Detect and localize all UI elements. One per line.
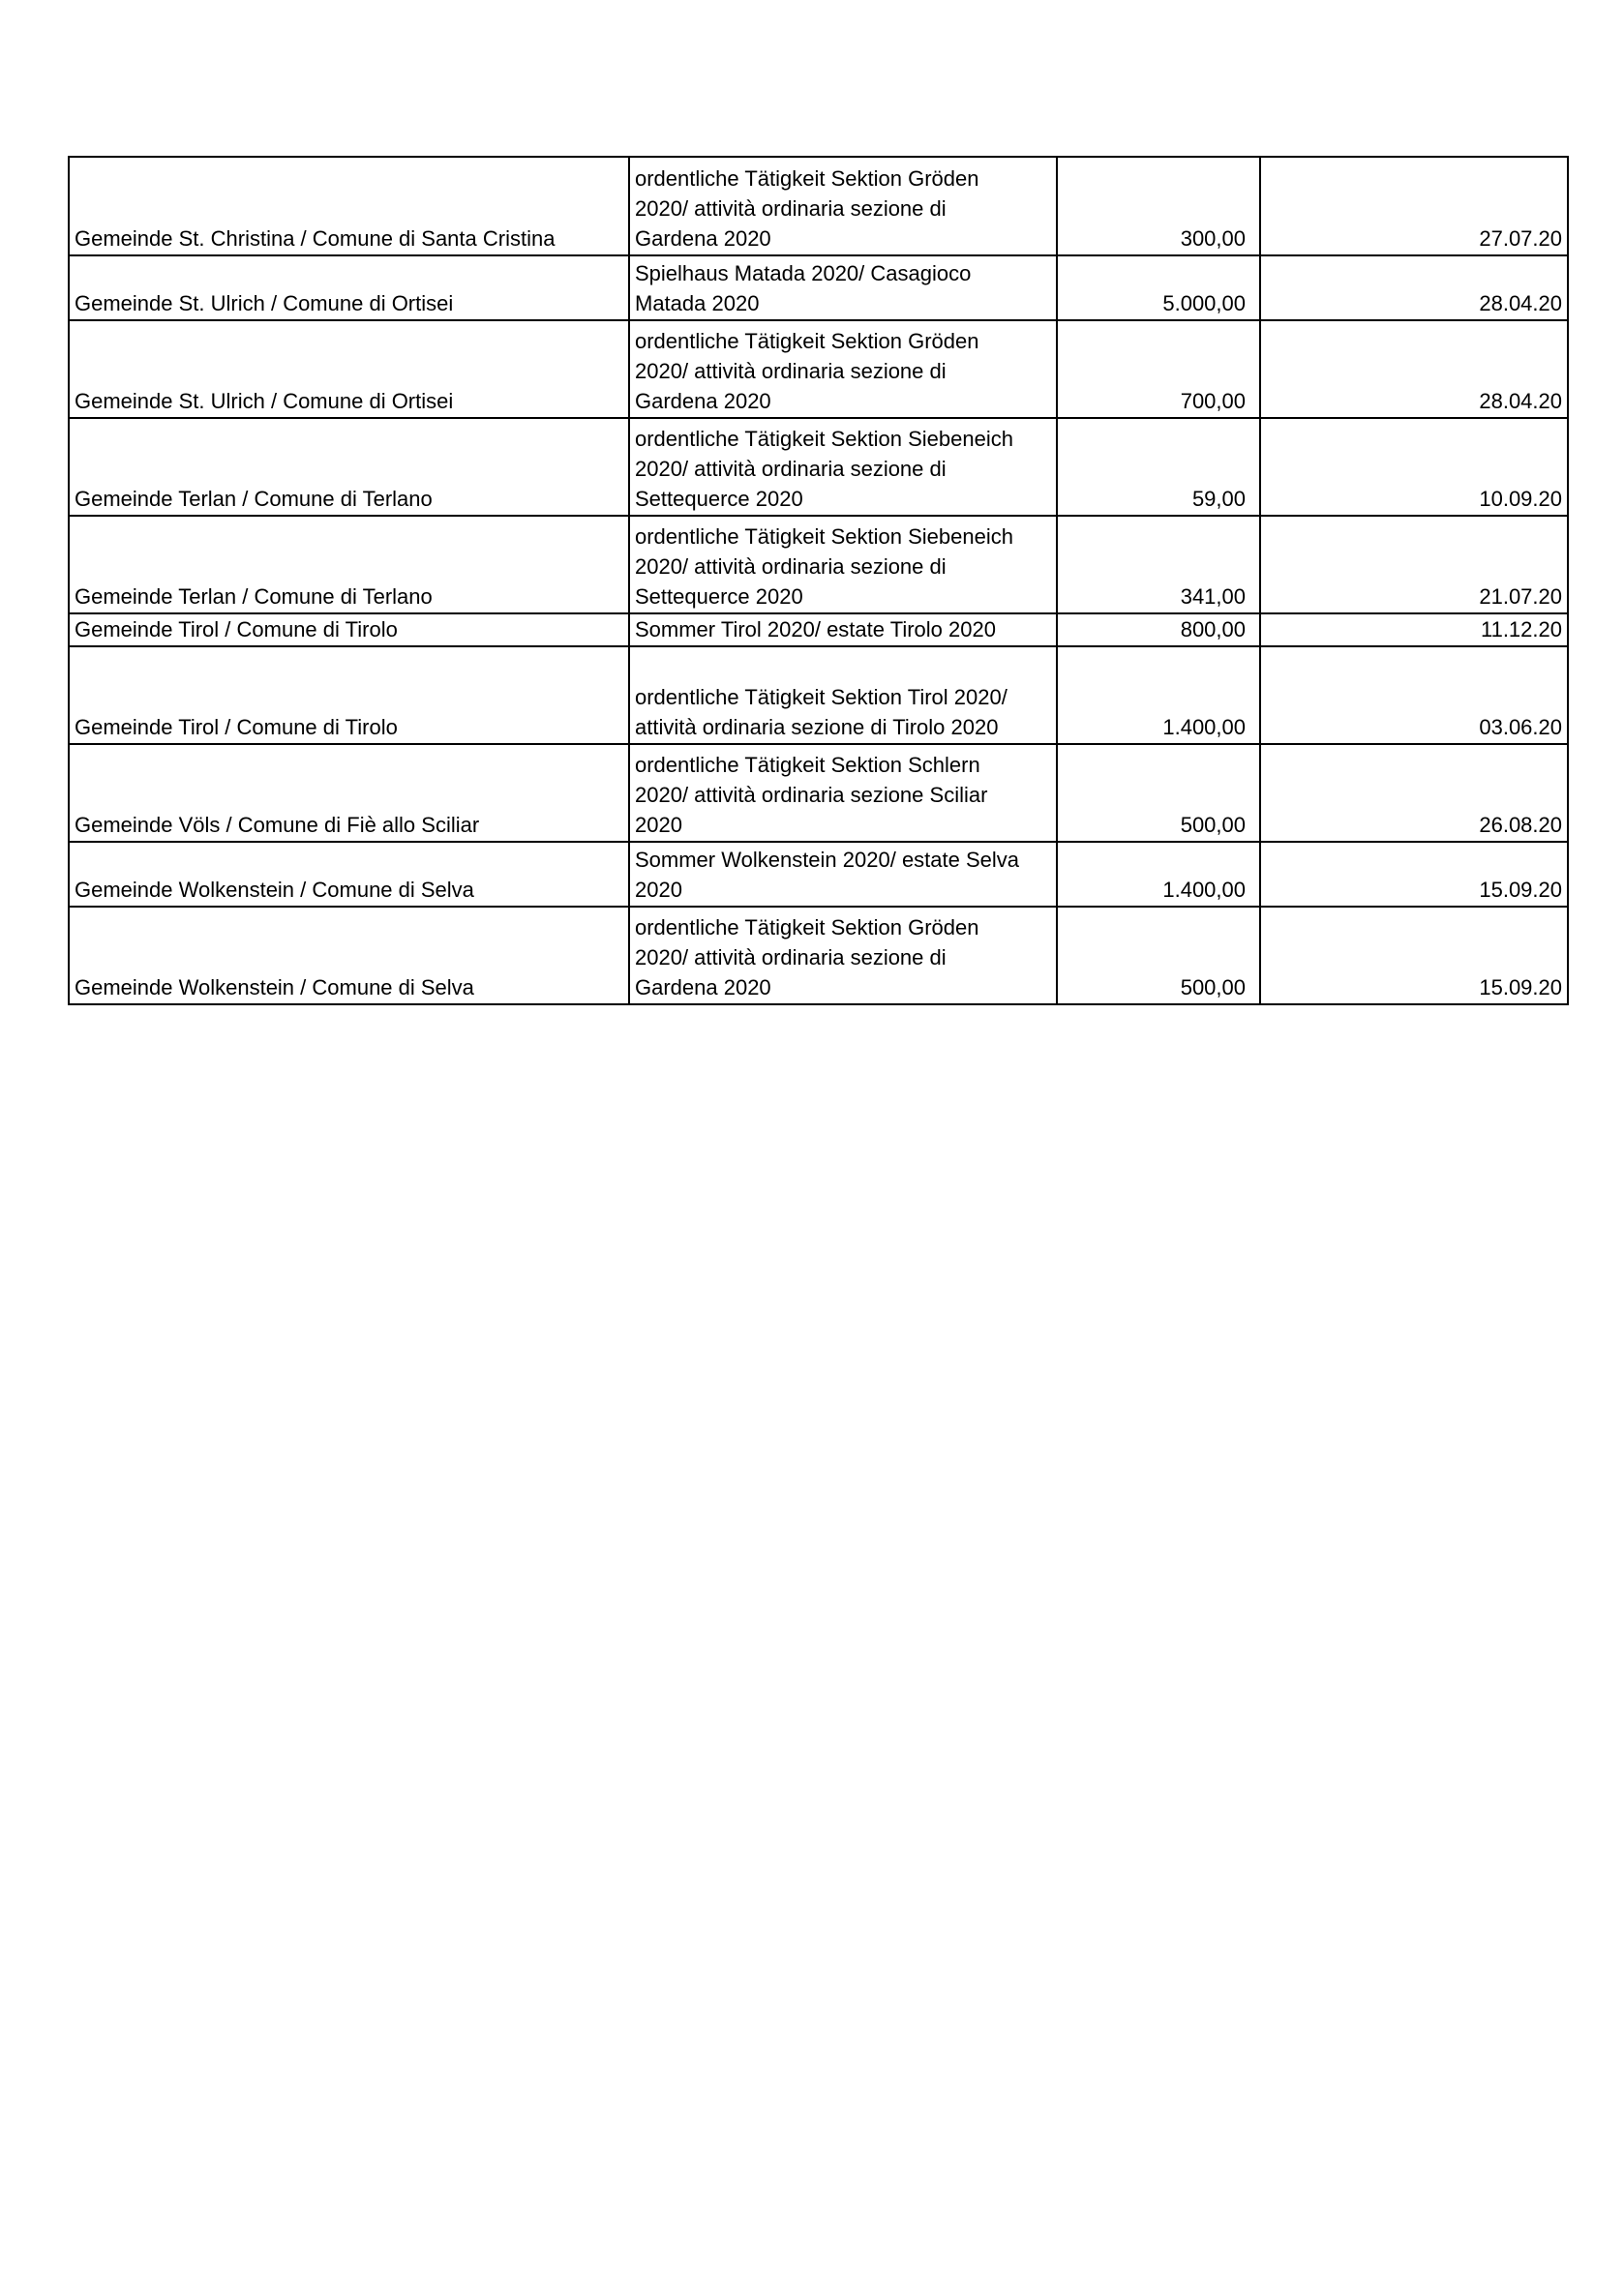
- amount-cell: 5.000,00: [1057, 255, 1260, 320]
- municipality-cell: Gemeinde Wolkenstein / Comune di Selva: [69, 907, 629, 1004]
- date-cell: 15.09.20: [1260, 842, 1568, 907]
- date-cell: 21.07.20: [1260, 516, 1568, 613]
- table-row: [69, 255, 1568, 320]
- table-row: [69, 907, 1568, 1004]
- amount-cell: 300,00: [1057, 157, 1260, 255]
- date-cell: 15.09.20: [1260, 907, 1568, 1004]
- municipality-cell: Gemeinde Tirol / Comune di Tirolo: [69, 613, 629, 646]
- purpose-cell: ordentliche Tätigkeit Sektion Schlern 2020/ attività ordinaria sezione Sciliar 2020: [629, 744, 1057, 842]
- table-row: [69, 613, 1568, 646]
- amount-cell: 59,00: [1057, 418, 1260, 516]
- table-row: [69, 646, 1568, 744]
- municipality-cell: Gemeinde St. Ulrich / Comune di Ortisei: [69, 320, 629, 418]
- date-cell: 11.12.20: [1260, 613, 1568, 646]
- amount-cell: 341,00: [1057, 516, 1260, 613]
- amount-cell: 1.400,00: [1057, 646, 1260, 744]
- date-cell: 03.06.20: [1260, 646, 1568, 744]
- table-row: [69, 516, 1568, 613]
- municipality-cell: Gemeinde Terlan / Comune di Terlano: [69, 418, 629, 516]
- table-row: [69, 744, 1568, 842]
- table-row: [69, 418, 1568, 516]
- date-cell: 27.07.20: [1260, 157, 1568, 255]
- purpose-cell: ordentliche Tätigkeit Sektion Gröden 2020/ attività ordinaria sezione di Gardena 2020: [629, 157, 1057, 255]
- purpose-cell: ordentliche Tätigkeit Sektion Tirol 2020/ attività ordinaria sezione di Tirolo 2020: [629, 646, 1057, 744]
- municipality-cell: Gemeinde St. Christina / Comune di Santa Cristina: [69, 157, 629, 255]
- amount-cell: 1.400,00: [1057, 842, 1260, 907]
- table-row: [69, 842, 1568, 907]
- purpose-cell: Sommer Tirol 2020/ estate Tirolo 2020: [629, 613, 1057, 646]
- date-cell: 28.04.20: [1260, 255, 1568, 320]
- purpose-cell: ordentliche Tätigkeit Sektion Gröden 2020/ attività ordinaria sezione di Gardena 2020: [629, 320, 1057, 418]
- municipality-cell: Gemeinde Terlan / Comune di Terlano: [69, 516, 629, 613]
- municipality-cell: Gemeinde Völs / Comune di Fiè allo Sciliar: [69, 744, 629, 842]
- municipality-cell: Gemeinde Tirol / Comune di Tirolo: [69, 646, 629, 744]
- purpose-cell: Sommer Wolkenstein 2020/ estate Selva 2020: [629, 842, 1057, 907]
- municipality-cell: Gemeinde Wolkenstein / Comune di Selva: [69, 842, 629, 907]
- amount-cell: 700,00: [1057, 320, 1260, 418]
- date-cell: 28.04.20: [1260, 320, 1568, 418]
- municipality-cell: Gemeinde St. Ulrich / Comune di Ortisei: [69, 255, 629, 320]
- purpose-cell: Spielhaus Matada 2020/ Casagioco Matada 2020: [629, 255, 1057, 320]
- amount-cell: 500,00: [1057, 907, 1260, 1004]
- purpose-cell: ordentliche Tätigkeit Sektion Siebeneich 2020/ attività ordinaria sezione di Settequerce 2020: [629, 516, 1057, 613]
- amount-cell: 500,00: [1057, 744, 1260, 842]
- table-row: [69, 157, 1568, 255]
- date-cell: 26.08.20: [1260, 744, 1568, 842]
- table-row: [69, 320, 1568, 418]
- purpose-cell: ordentliche Tätigkeit Sektion Gröden 2020/ attività ordinaria sezione di Gardena 2020: [629, 907, 1057, 1004]
- grants-table: [68, 156, 1569, 1005]
- date-cell: 10.09.20: [1260, 418, 1568, 516]
- purpose-cell: ordentliche Tätigkeit Sektion Siebeneich 2020/ attività ordinaria sezione di Settequerce 2020: [629, 418, 1057, 516]
- amount-cell: 800,00: [1057, 613, 1260, 646]
